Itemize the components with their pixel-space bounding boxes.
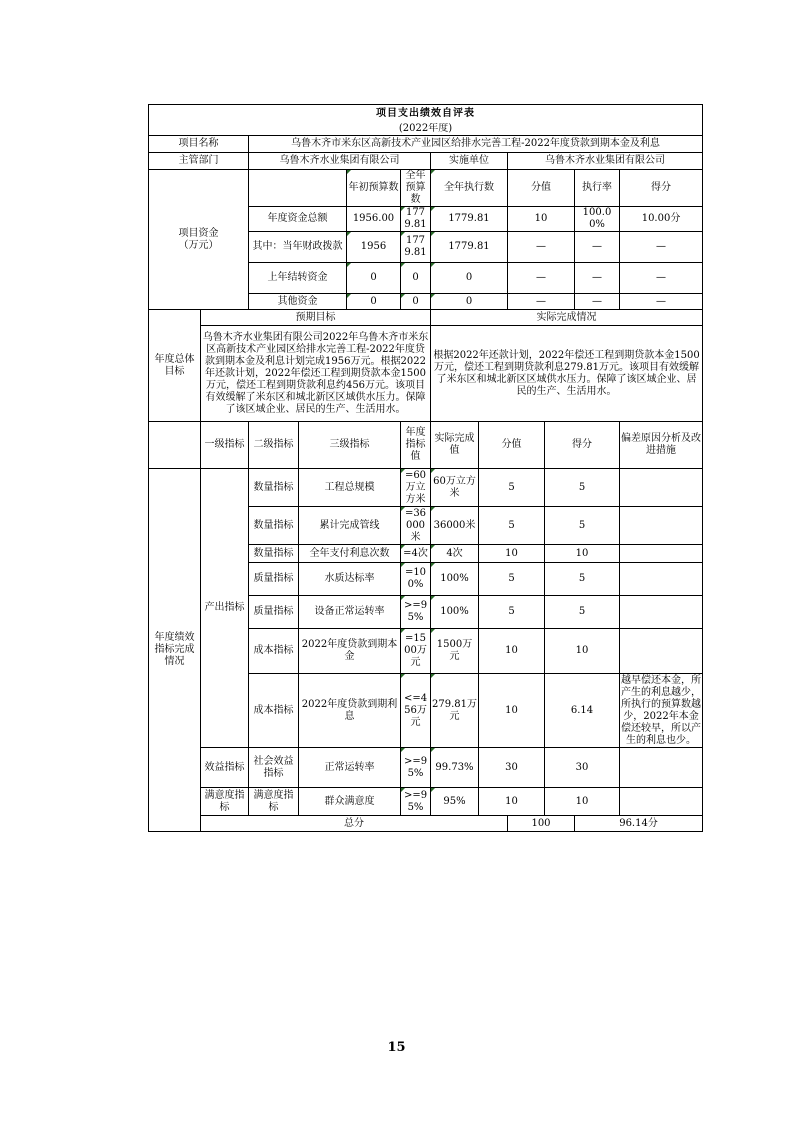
funds-cell: 1779.81: [431, 207, 508, 232]
ind-actual: 100%: [431, 596, 479, 629]
impl-unit-label: 实施单位: [431, 153, 508, 170]
impl-unit-value: 乌鲁木齐水业集团有限公司: [508, 153, 703, 170]
ind-l2: 质量指标: [249, 596, 299, 629]
ind-target: =4次: [401, 545, 431, 563]
satisfaction-indicator-label: 满意度指标: [201, 788, 249, 816]
ind-l2: 数量指标: [249, 545, 299, 563]
page-number: 15: [387, 1040, 406, 1055]
funds-cell: —: [575, 263, 620, 294]
ind-note: [620, 748, 703, 788]
funds-cell: 0: [347, 263, 401, 294]
ind-target: >=95%: [401, 788, 431, 816]
funds-cell: 10: [508, 207, 575, 232]
ind-target: <=456万元: [401, 674, 431, 748]
ind-got: 10: [545, 788, 620, 816]
benefit-indicator-label: 效益指标: [201, 748, 249, 788]
ind-header-l2: 二级指标: [249, 422, 299, 469]
ind-actual: 99.73%: [431, 748, 479, 788]
funds-cell: 10.00分: [620, 207, 703, 232]
ind-note: [620, 629, 703, 674]
ind-note: [620, 545, 703, 563]
funds-cell: —: [575, 232, 620, 263]
funds-cell: 0: [431, 263, 508, 294]
funds-cell: —: [620, 294, 703, 310]
funds-cell: 0: [401, 294, 431, 310]
ind-got: 30: [545, 748, 620, 788]
ind-header-l1: 一级指标: [201, 422, 249, 469]
ind-actual: 95%: [431, 788, 479, 816]
output-indicator-label: 产出指标: [201, 469, 249, 748]
ind-note: [620, 563, 703, 596]
funds-cell: 1779.81: [401, 232, 431, 263]
funds-header-got: 得分: [620, 170, 703, 207]
ind-target: >=95%: [401, 596, 431, 629]
page-subtitle: (2022年度): [149, 123, 703, 136]
goals-actual-text: 根据2022年还款计划，2022年偿还工程到期贷款本金1500万元，偿还工程到期贷款利息279.81万元。该项目有效缓解了米东区和城北新区区域供水压力。保障了该区域企业、居民的生产、生活用水。: [431, 326, 703, 422]
page-title: 项目支出绩效自评表: [149, 105, 703, 124]
funds-cell: 1779.81: [431, 232, 508, 263]
ind-header-got: 得分: [545, 422, 620, 469]
ind-note: [620, 507, 703, 545]
ind-l2: 成本指标: [249, 629, 299, 674]
ind-got: 5: [545, 507, 620, 545]
total-label: 总分: [201, 816, 508, 832]
funds-cell: 0: [347, 294, 401, 310]
funds-cell: —: [508, 294, 575, 310]
total-score: 100: [508, 816, 575, 832]
funds-header-annual: 全年预算数: [401, 170, 431, 207]
ind-l2: 质量指标: [249, 563, 299, 596]
ind-l3: 工程总规模: [299, 469, 401, 507]
ind-l2: 数量指标: [249, 469, 299, 507]
ind-target: >=95%: [401, 748, 431, 788]
ind-header-l3: 三级指标: [299, 422, 401, 469]
funds-cell: —: [508, 263, 575, 294]
goals-actual-header: 实际完成情况: [431, 310, 703, 326]
ind-header-score: 分值: [479, 422, 545, 469]
ind-target: =100%: [401, 563, 431, 596]
ind-got: 5: [545, 596, 620, 629]
ind-note: [620, 469, 703, 507]
funds-cell: —: [508, 232, 575, 263]
goals-label: 年度总体目标: [149, 310, 201, 422]
goals-expected-header: 预期目标: [201, 310, 431, 326]
ind-got: 5: [545, 563, 620, 596]
funds-row-label: 其他资金: [249, 294, 347, 310]
funds-cell: 0: [431, 294, 508, 310]
funds-cell: 1779.81: [401, 207, 431, 232]
ind-got: 10: [545, 629, 620, 674]
ind-score: 10: [479, 545, 545, 563]
funds-cell: 0: [401, 263, 431, 294]
ind-note: [620, 788, 703, 816]
funds-row-label: 上年结转资金: [249, 263, 347, 294]
ind-score: 5: [479, 563, 545, 596]
project-name-value: 乌鲁木齐市米东区高新技术产业园区给排水完善工程-2022年度贷款到期本金及利息: [249, 136, 703, 153]
ind-target: =36000米: [401, 507, 431, 545]
funds-cell: —: [575, 294, 620, 310]
funds-cell: —: [620, 232, 703, 263]
ind-l3: 2022年度贷款到期利息: [299, 674, 401, 748]
ind-header-target: 年度指标值: [401, 422, 431, 469]
ind-header-actual: 实际完成值: [431, 422, 479, 469]
ind-note: 越早偿还本金，所产生的利息越少，所执行的预算数越少，2022年本金偿还较早，所以产生的利息也少。: [621, 674, 702, 746]
funds-header-initial: 年初预算数: [347, 170, 401, 207]
ind-l2: 数量指标: [249, 507, 299, 545]
dept-label: 主管部门: [149, 153, 249, 170]
ind-actual: 60万立方米: [431, 469, 479, 507]
ind-actual: 100%: [431, 563, 479, 596]
ind-got: 10: [545, 545, 620, 563]
ind-actual: 36000米: [431, 507, 479, 545]
ind-score: 30: [479, 748, 545, 788]
ind-l3: 2022年度贷款到期本金: [299, 629, 401, 674]
indicators-section-label: 年度绩效指标完成情况: [149, 469, 201, 832]
ind-header-note: 偏差原因分析及改进措施: [620, 422, 703, 469]
ind-got: 5: [545, 469, 620, 507]
ind-score: 10: [479, 788, 545, 816]
ind-score: 5: [479, 507, 545, 545]
ind-l3: 群众满意度: [299, 788, 401, 816]
funds-header-rate: 执行率: [575, 170, 620, 207]
ind-score: 10: [479, 674, 545, 748]
ind-score: 5: [479, 596, 545, 629]
ind-l3: 正常运转率: [299, 748, 401, 788]
total-got: 96.14分: [575, 816, 703, 832]
funds-row-label: 年度资金总额: [249, 207, 347, 232]
ind-score: 5: [479, 469, 545, 507]
funds-cell: 100.00%: [575, 207, 620, 232]
funds-cell: —: [620, 263, 703, 294]
ind-got: 6.14: [545, 674, 620, 748]
ind-note: [620, 596, 703, 629]
funds-cell: 1956: [347, 232, 401, 263]
project-name-label: 项目名称: [149, 136, 249, 153]
ind-score: 10: [479, 629, 545, 674]
self-evaluation-table: [148, 104, 703, 832]
ind-actual: 279.81万元: [431, 674, 479, 748]
ind-l2: 满意度指标: [249, 788, 299, 816]
ind-l3: 累计完成管线: [299, 507, 401, 545]
funds-row-label: 其中：当年财政拨款: [249, 232, 347, 263]
funds-header-score: 分值: [508, 170, 575, 207]
ind-actual: 4次: [431, 545, 479, 563]
ind-l3: 设备正常运转率: [299, 596, 401, 629]
funds-header-executed: 全年执行数: [431, 170, 508, 207]
ind-actual: 1500万元: [431, 629, 479, 674]
ind-l3: 全年支付利息次数: [299, 545, 401, 563]
funds-label: 项目资金 （万元）: [149, 170, 249, 310]
ind-target: =1500万元: [401, 629, 431, 674]
ind-target: =60万立方米: [401, 469, 431, 507]
ind-l2: 成本指标: [249, 674, 299, 748]
dept-value: 乌鲁木齐水业集团有限公司: [249, 153, 431, 170]
ind-l2: 社会效益指标: [249, 748, 299, 788]
funds-cell: 1956.00: [347, 207, 401, 232]
goals-expected-text: 乌鲁木齐水业集团有限公司2022年乌鲁木齐市米东区高新技术产业园区给排水完善工程-2022年度贷款到期本金及利息计划完成1956万元。根据2022年还款计划，2022年偿还工程到期贷款本金1500万元，偿还工程到期贷款利息约456万元。该项目有效缓解了米东区和城北新区区域供水压力。保障了该区域企业、居民的生产、生活用水。: [201, 326, 431, 422]
ind-l3: 水质达标率: [299, 563, 401, 596]
